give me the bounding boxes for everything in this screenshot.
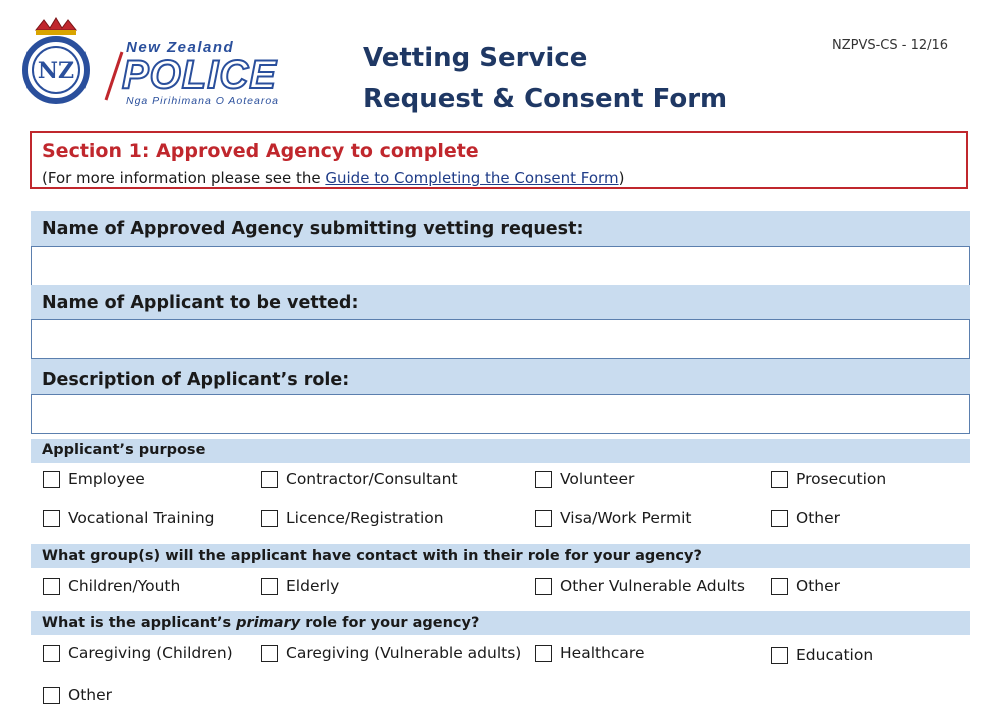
- checkbox-icon[interactable]: [771, 578, 788, 595]
- checkbox-icon[interactable]: [261, 471, 278, 488]
- purpose-vocational-checkbox[interactable]: Vocational Training: [43, 509, 215, 527]
- purpose-prosecution-checkbox[interactable]: Prosecution: [771, 470, 886, 488]
- logo-name: POLICE: [122, 53, 277, 97]
- checkbox-icon[interactable]: [43, 645, 60, 662]
- role-description-input[interactable]: [31, 394, 970, 434]
- role-caregiving-children-checkbox[interactable]: Caregiving (Children): [43, 644, 233, 662]
- checkbox-icon[interactable]: [771, 471, 788, 488]
- checkbox-icon[interactable]: [261, 510, 278, 527]
- form-code: NZPVS-CS - 12/16: [832, 38, 949, 53]
- group-elderly-checkbox[interactable]: Elderly: [261, 577, 339, 595]
- police-crest-icon: [25, 18, 87, 101]
- section-info-suffix: ): [618, 169, 625, 187]
- checkbox-icon[interactable]: [535, 645, 552, 662]
- nz-police-logo: [14, 12, 314, 108]
- checkbox-icon[interactable]: [771, 647, 788, 664]
- checkbox-icon[interactable]: [261, 578, 278, 595]
- checkbox-icon[interactable]: [535, 471, 552, 488]
- agency-label: Name of Approved Agency submitting vetting request:: [42, 219, 584, 239]
- section-1-box: [30, 131, 968, 189]
- purpose-label-bar: [31, 439, 970, 463]
- section-info-prefix: (For more information please see the: [42, 169, 326, 187]
- checkbox-icon[interactable]: [535, 510, 552, 527]
- svg-text:NZ: NZ: [37, 58, 75, 84]
- checkbox-icon[interactable]: [771, 510, 788, 527]
- title-line-2: Request & Consent Form: [363, 84, 728, 114]
- purpose-licence-checkbox[interactable]: Licence/Registration: [261, 509, 444, 527]
- purpose-volunteer-checkbox[interactable]: Volunteer: [535, 470, 634, 488]
- purpose-contractor-checkbox[interactable]: Contractor/Consultant: [261, 470, 458, 488]
- groups-label-bar: [31, 544, 970, 568]
- checkbox-icon[interactable]: [43, 471, 60, 488]
- checkbox-icon[interactable]: [43, 578, 60, 595]
- role-other-checkbox[interactable]: Other: [43, 686, 112, 704]
- guide-link[interactable]: Guide to Completing the Consent Form: [325, 169, 619, 187]
- applicant-name-input[interactable]: [31, 319, 970, 359]
- agency-name-input[interactable]: [31, 246, 970, 286]
- applicant-label-bar: [31, 285, 970, 320]
- group-vulnerable-adults-checkbox[interactable]: Other Vulnerable Adults: [535, 577, 745, 595]
- checkbox-icon[interactable]: [261, 645, 278, 662]
- logo-motto: Nga Pirihimana O Aotearoa: [126, 95, 280, 107]
- checkbox-icon[interactable]: [535, 578, 552, 595]
- checkbox-icon[interactable]: [43, 510, 60, 527]
- agency-label-bar: [31, 211, 970, 247]
- role-caregiving-adults-checkbox[interactable]: Caregiving (Vulnerable adults): [261, 644, 521, 662]
- primary-role-label: What is the applicant’s primary role for your agency?: [42, 615, 480, 631]
- role-education-checkbox[interactable]: Education: [771, 646, 873, 664]
- applicant-label: Name of Applicant to be vetted:: [42, 293, 359, 313]
- section-title: Section 1: Approved Agency to complete: [42, 140, 479, 162]
- role-healthcare-checkbox[interactable]: Healthcare: [535, 644, 645, 662]
- primary-role-label-bar: [31, 611, 970, 635]
- section-info: [42, 169, 624, 187]
- purpose-employee-checkbox[interactable]: Employee: [43, 470, 145, 488]
- logo-country: New Zealand: [126, 39, 235, 56]
- groups-label: What group(s) will the applicant have contact with in their role for your agency?: [42, 548, 702, 564]
- title-line-1: Vetting Service: [363, 43, 588, 73]
- role-label-bar: [31, 359, 970, 395]
- form-title: [363, 38, 727, 120]
- purpose-label: Applicant’s purpose: [42, 442, 206, 458]
- role-label: Description of Applicant’s role:: [42, 370, 350, 390]
- group-other-checkbox[interactable]: Other: [771, 577, 840, 595]
- purpose-visa-checkbox[interactable]: Visa/Work Permit: [535, 509, 691, 527]
- group-children-checkbox[interactable]: Children/Youth: [43, 577, 180, 595]
- checkbox-icon[interactable]: [43, 687, 60, 704]
- purpose-other-checkbox[interactable]: Other: [771, 509, 840, 527]
